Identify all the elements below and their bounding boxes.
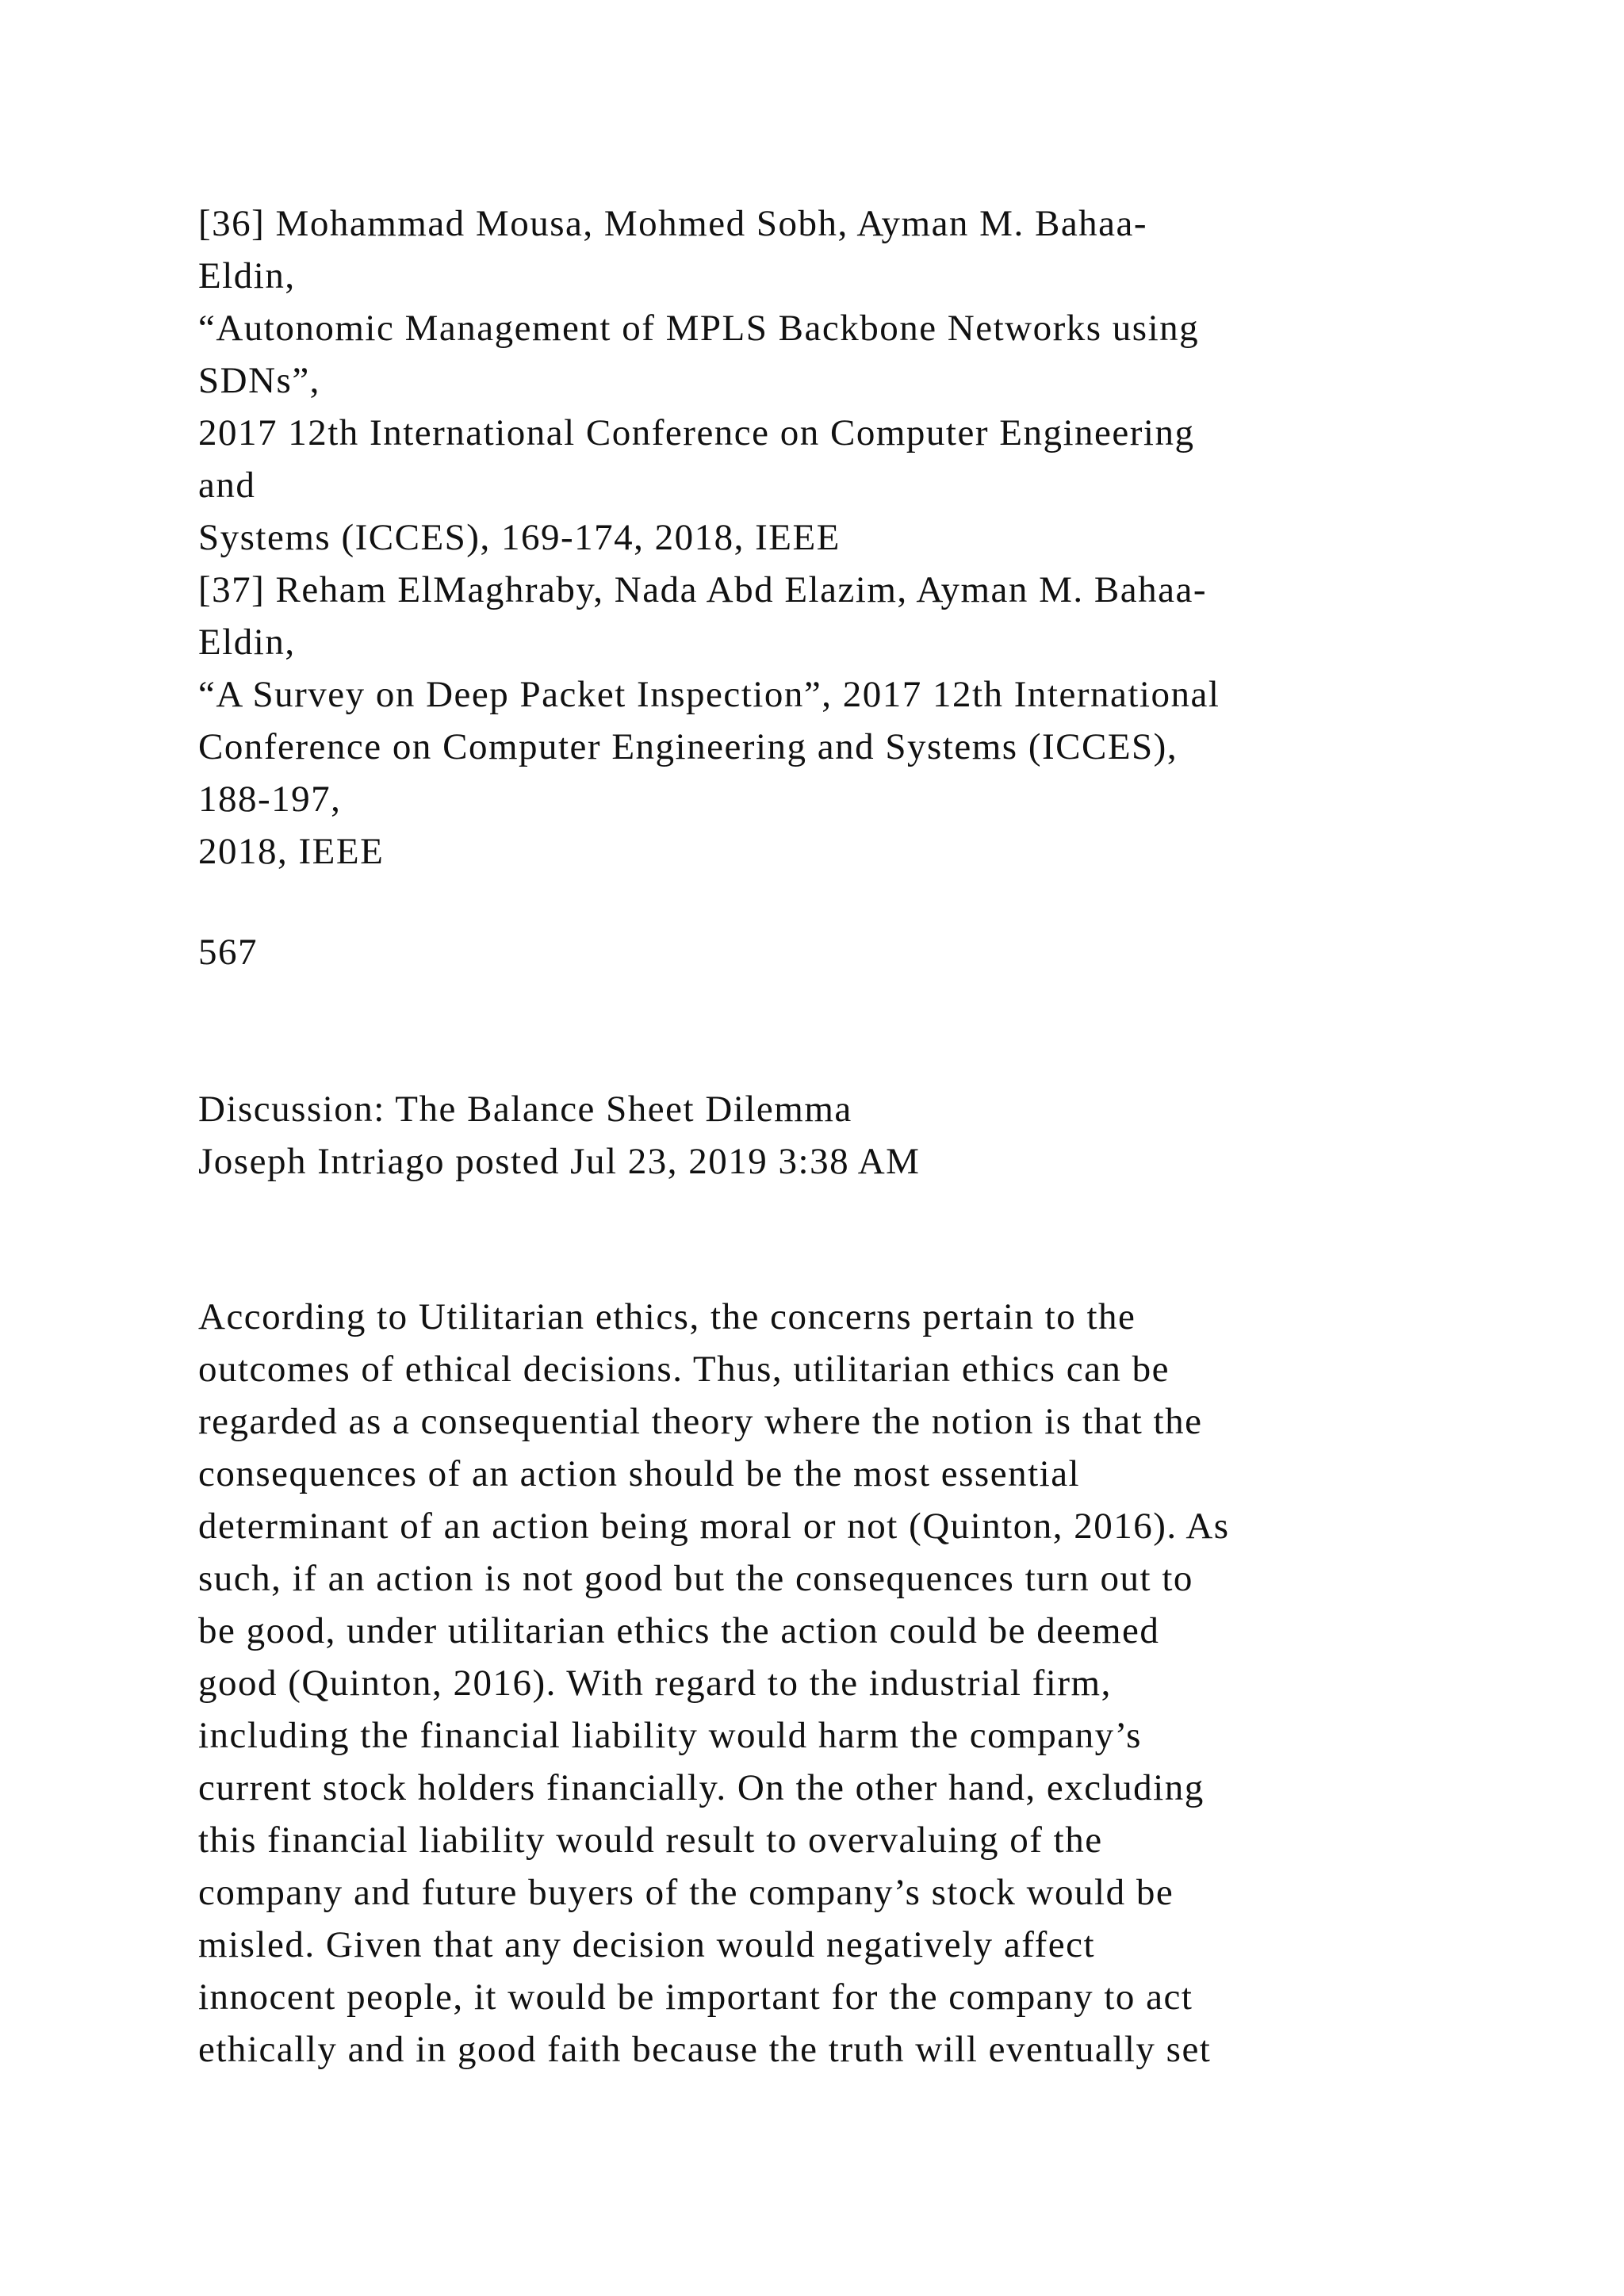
post-line: such, if an action is not good but the consequences turn out to — [198, 1558, 1193, 1599]
page-number: 567 — [198, 932, 258, 973]
reference-line: 2018, IEEE — [198, 831, 385, 872]
post-line: According to Utilitarian ethics, the concerns pertain to the — [198, 1296, 1136, 1337]
post-byline: Joseph Intriago posted Jul 23, 2019 3:38 AM — [198, 1141, 921, 1182]
reference-line: “A Survey on Deep Packet Inspection”, 2017 12th International — [198, 674, 1220, 715]
reference-line: SDNs”, — [198, 360, 320, 401]
page-number-block — [198, 926, 1562, 978]
reference-line: Systems (ICCES), 169-174, 2018, IEEE — [198, 517, 841, 558]
post-body — [198, 1291, 1562, 2076]
post-line: be good, under utilitarian ethics the action could be deemed — [198, 1610, 1160, 1651]
reference-line: Conference on Computer Engineering and Systems (ICCES), — [198, 726, 1178, 767]
post-line: including the financial liability would harm the company’s — [198, 1715, 1142, 1756]
post-line: consequences of an action should be the most essential — [198, 1453, 1081, 1494]
reference-line: [37] Reham ElMaghraby, Nada Abd Elazim, Ayman M. Bahaa- — [198, 569, 1208, 610]
discussion-header — [198, 1083, 1562, 1188]
reference-list — [198, 197, 1562, 878]
reference-line: 188-197, — [198, 779, 342, 820]
reference-line: [36] Mohammad Mousa, Mohmed Sobh, Ayman M. Bahaa- — [198, 203, 1148, 244]
reference-line: Eldin, — [198, 255, 296, 297]
reference-line: and — [198, 465, 256, 506]
post-line: misled. Given that any decision would negatively affect — [198, 1924, 1096, 1965]
post-line: outcomes of ethical decisions. Thus, utilitarian ethics can be — [198, 1349, 1170, 1390]
reference-line: “Autonomic Management of MPLS Backbone Networks using — [198, 308, 1200, 349]
post-line: company and future buyers of the company’s stock would be — [198, 1872, 1174, 1913]
post-line: regarded as a consequential theory where the notion is that the — [198, 1401, 1203, 1442]
discussion-title: Discussion: The Balance Sheet Dilemma — [198, 1089, 852, 1130]
post-line: this financial liability would result to overvaluing of the — [198, 1820, 1103, 1861]
post-line: good (Quinton, 2016). With regard to the industrial firm, — [198, 1663, 1112, 1704]
reference-entry — [198, 197, 1562, 564]
post-line: innocent people, it would be important for the company to act — [198, 1976, 1193, 2018]
post-line: current stock holders financially. On the other hand, excluding — [198, 1767, 1205, 1808]
reference-line: 2017 12th International Conference on Computer Engineering — [198, 412, 1195, 453]
post-line: ethically and in good faith because the truth will eventually set — [198, 2029, 1212, 2070]
reference-line: Eldin, — [198, 622, 296, 663]
post-line: determinant of an action being moral or not (Quinton, 2016). As — [198, 1506, 1230, 1547]
reference-entry — [198, 564, 1562, 878]
